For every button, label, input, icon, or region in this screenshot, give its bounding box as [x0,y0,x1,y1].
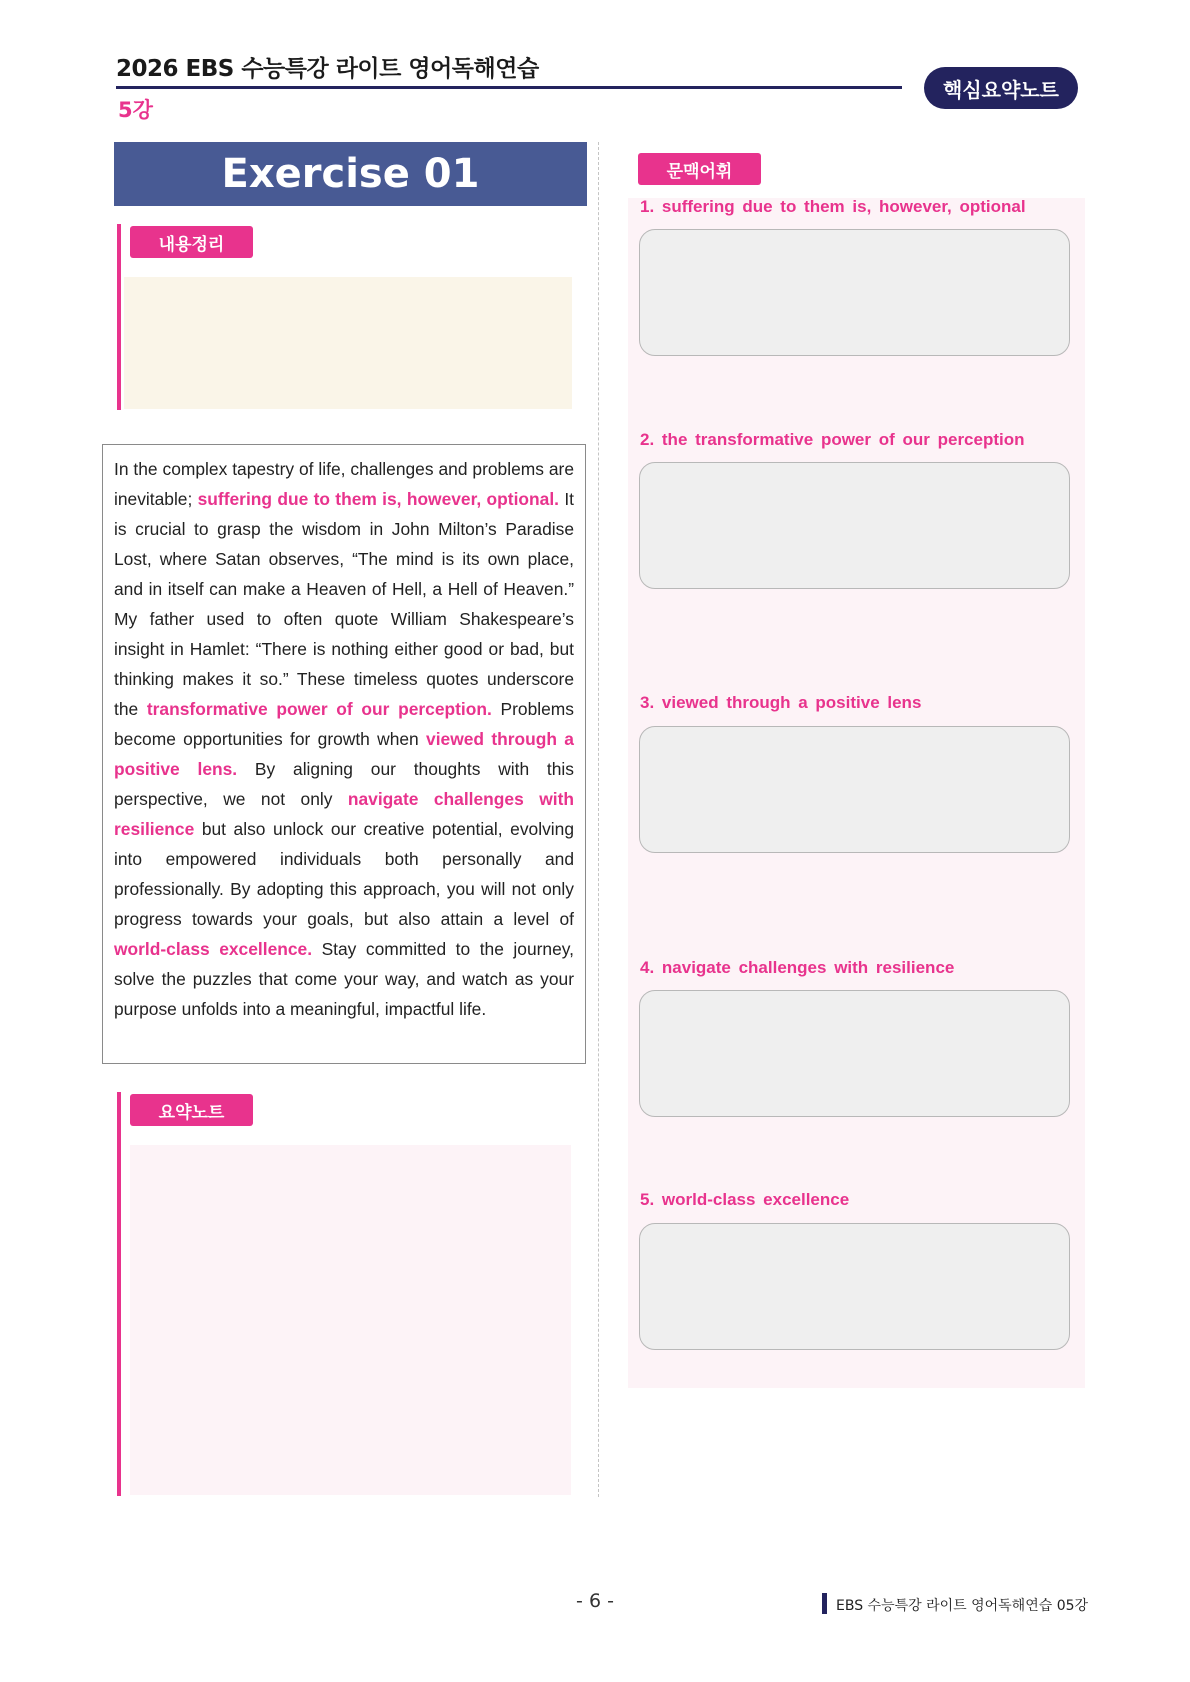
header-title: 2026 EBS 수능특강 라이트 영어독해연습 [116,56,539,82]
note-input-area[interactable] [130,1145,571,1495]
passage-box [102,444,586,1064]
passage-highlight: transformative power of our perception. [146,699,492,719]
vocab-answer-box[interactable] [639,990,1070,1117]
column-divider [598,142,599,1497]
section-badge: 핵심요약노트 [924,67,1078,109]
vocab-item-label: 2. the transformative power of our perception [640,430,1025,449]
passage-segment: It is crucial to grasp the wisdom in John Milton’s Paradise Lost, where Satan observes, “The mind is its own place, and in itself can make a Heaven of Hell, a Hell of Heaven.” My father used to often quote William Shakespeare’s insight in Hamlet: “There is nothing either good or bad, but thinking makes it so.” These timeless quotes underscore the [114,489,574,719]
summary-tag: 내용정리 [130,226,253,258]
passage-highlight: navigate challenges with resilience [114,789,574,839]
vocab-answer-box[interactable] [639,229,1070,356]
passage-segment: Problems become opportunities for growth when [114,699,574,749]
passage-highlight: world-class excellence. [114,939,313,959]
passage-segment: Stay committed to the journey, solve the puzzles that come your way, and watch as your purpose unfolds into a meaningful, impactful life. [114,939,574,1019]
vocab-item-label: 5. world-class excellence [640,1190,850,1209]
footer-marker [822,1593,827,1614]
vocab-item-label: 4. navigate challenges with resilience [640,958,955,977]
page-number: - 6 - [576,1590,614,1612]
passage-segment: but also unlock our creative potential, evolving into empowered individuals both personally and professionally. By adopting this approach, you will not only progress towards your goals, but also attain a level of [114,819,574,929]
header-divider [116,86,902,89]
passage-segment: By aligning our thoughts with this perspective, we not only [114,759,574,809]
summary-input-area[interactable] [124,277,572,409]
passage-highlight: suffering due to them is, however, optional. [197,489,560,509]
exercise-title: Exercise 01 [114,142,587,206]
note-side-bar [117,1092,121,1496]
vocab-tag: 문맥어휘 [638,153,761,185]
vocab-answer-box[interactable] [639,726,1070,853]
lesson-label: 5강 [118,98,153,122]
summary-side-bar [117,224,121,410]
vocab-answer-box[interactable] [639,1223,1070,1350]
passage-highlight: viewed through a positive lens. [114,729,574,779]
footer-text: EBS 수능특강 라이트 영어독해연습 05강 [836,1598,1089,1614]
note-tag: 요약노트 [130,1094,253,1126]
passage-text [114,454,574,1024]
vocab-item-label: 1. suffering due to them is, however, optional [640,197,1026,216]
passage-segment: In the complex tapestry of life, challenges and problems are inevitable; [114,459,574,509]
vocab-answer-box[interactable] [639,462,1070,589]
vocab-item-label: 3. viewed through a positive lens [640,693,922,712]
